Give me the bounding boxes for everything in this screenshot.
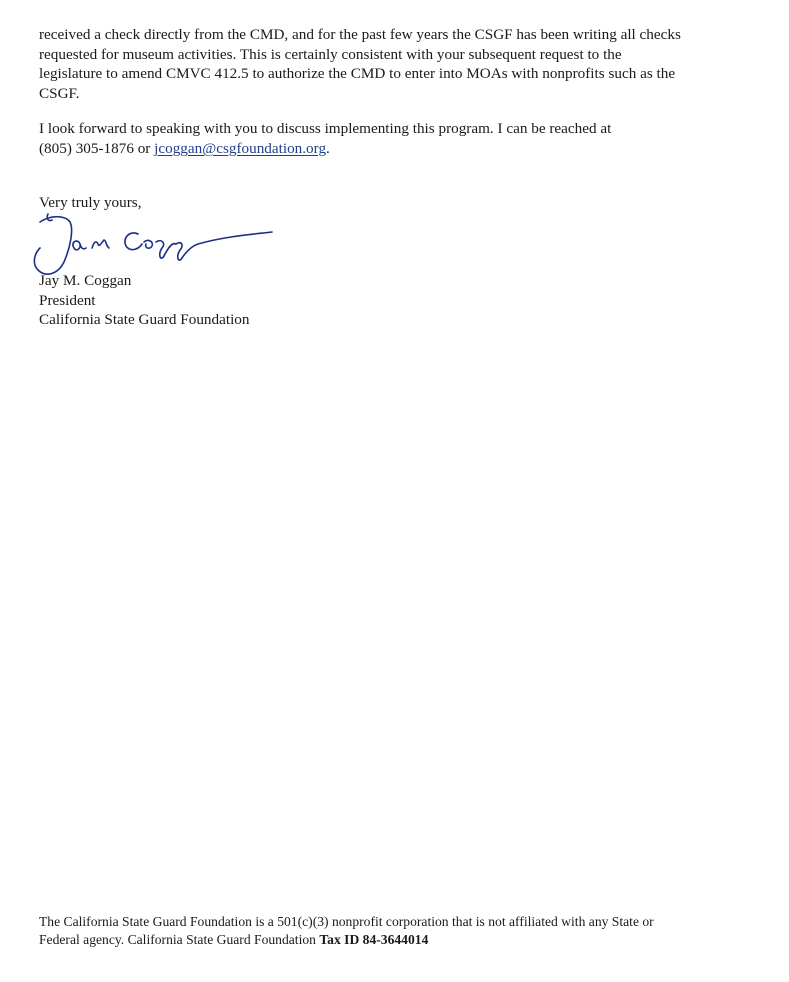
- footer-line: [39, 931, 759, 949]
- footer-text: Federal agency. California State Guard Foundation: [39, 932, 320, 947]
- body-paragraph-1: [39, 25, 759, 103]
- body-paragraph-2: [39, 119, 759, 158]
- contact-line: [39, 139, 759, 159]
- paragraph-line: legislature to amend CMVC 412.5 to authorize the CMD to enter into MOAs with nonprofits such as the: [39, 65, 676, 82]
- footer-disclaimer: [39, 913, 759, 949]
- email-link[interactable]: jcoggan@csgfoundation.org: [154, 139, 327, 157]
- sentence-end: .: [326, 139, 330, 157]
- paragraph-line: CSGF.: [39, 84, 80, 102]
- paragraph-line: I look forward to speaking with you to discuss implementing this program. I can be reached at: [39, 120, 612, 137]
- footer-line: The California State Guard Foundation is a 501(c)(3) nonprofit corporation that is not affiliated with any State or: [39, 914, 654, 929]
- paragraph-line: received a check directly from the CMD, and for the past few years the CSGF has been writing all checks: [39, 26, 681, 43]
- tax-id: Tax ID 84-3644014: [319, 932, 429, 947]
- signature-block: [39, 271, 249, 330]
- paragraph-line: requested for museum activities. This is certainly consistent with your subsequent request to the: [39, 45, 622, 63]
- signer-title: President: [39, 291, 96, 309]
- closing-salutation: Very truly yours,: [39, 194, 142, 211]
- signer-organization: California State Guard Foundation: [39, 311, 250, 328]
- signer-name: Jay M. Coggan: [39, 272, 132, 289]
- phone-text: (805) 305-1876 or: [39, 139, 155, 157]
